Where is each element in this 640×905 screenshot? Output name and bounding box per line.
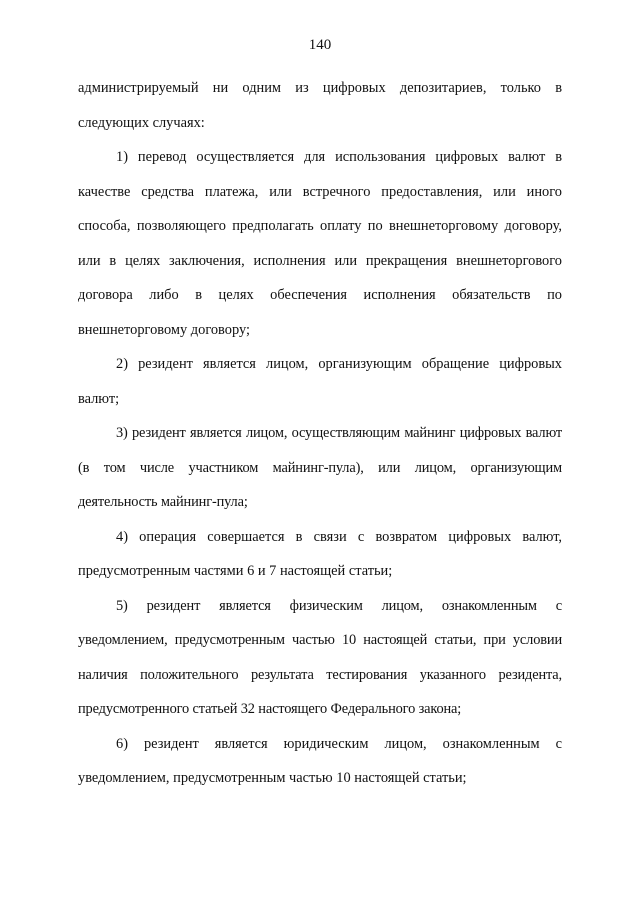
- page-number: 140: [308, 37, 332, 53]
- paragraph-continuation: администрируемый ни одним из цифровых депозитариев, только в следующих случаях:: [78, 80, 562, 131]
- paragraph-item-6: 6) резидент является юридическим лицом, ознакомленным с уведомлением, предусмотренным частью 10 настоящей статьи;: [78, 735, 562, 786]
- paragraph-item-2: 2) резидент является лицом, организующим обращение цифровых валют;: [78, 356, 562, 407]
- paragraph-item-1: 1) перевод осуществляется для использования цифровых валют в качестве средства платежа, или встречного предоставления, или иного способа, позволяющего предполагать оплату по внешнеторговому договору, или в целях заключения, исполнения или прекращения внешнеторгового договора либо в целях обеспечения исполнения обязательств по внешнеторговому договору;: [78, 149, 562, 338]
- document-body: [78, 71, 562, 796]
- paragraph-item-3: 3) резидент является лицом, осуществляющим майнинг цифровых валют (в том числе участником майнинг-пула), или лицом, организующим деятельность майнинг-пула;: [78, 425, 562, 510]
- paragraph-item-4: 4) операция совершается в связи с возвратом цифровых валют, предусмотренным частями 6 и 7 настоящей статьи;: [78, 528, 562, 579]
- paragraph-item-5: 5) резидент является физическим лицом, ознакомленным с уведомлением, предусмотренным частью 10 настоящей статьи, при условии наличия положительного результата тестирования указанного резидента, предусмотренного статьей 32 настоящего Федерального закона;: [78, 597, 562, 717]
